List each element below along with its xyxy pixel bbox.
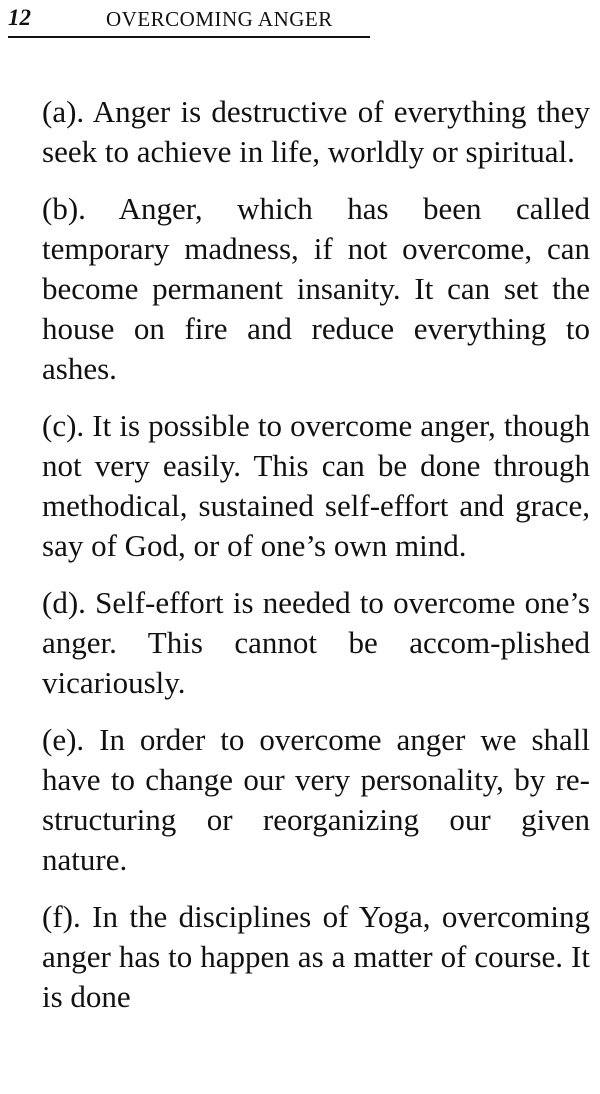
paragraph-e: (e). In order to overcome anger we shall have to change our very personality, by re-structuring or reorganizing our given nature. bbox=[42, 722, 590, 877]
paragraph-c: (c). It is possible to overcome anger, though not very easily. This can be done through methodical, sustained self-effort and grace, say of God, or of one’s own mind. bbox=[42, 408, 590, 563]
paragraph-d: (d). Self-effort is needed to overcome one’s anger. This cannot be accom-plished vicariously. bbox=[42, 585, 590, 700]
paragraph-a: (a). Anger is destructive of everything they seek to achieve in life, worldly or spiritual. bbox=[42, 94, 590, 169]
running-header bbox=[8, 4, 370, 38]
running-title: OVERCOMING ANGER bbox=[106, 7, 333, 31]
page-number: 12 bbox=[8, 5, 31, 30]
paragraph-b: (b). Anger, which has been called temporary madness, if not overcome, can become permanent insanity. It can set the house on fire and reduce everything to ashes. bbox=[42, 191, 590, 386]
paragraph-f: (f). In the disciplines of Yoga, overcoming anger has to happen as a matter of course. It is done bbox=[42, 899, 590, 1014]
body-text bbox=[42, 92, 590, 1034]
